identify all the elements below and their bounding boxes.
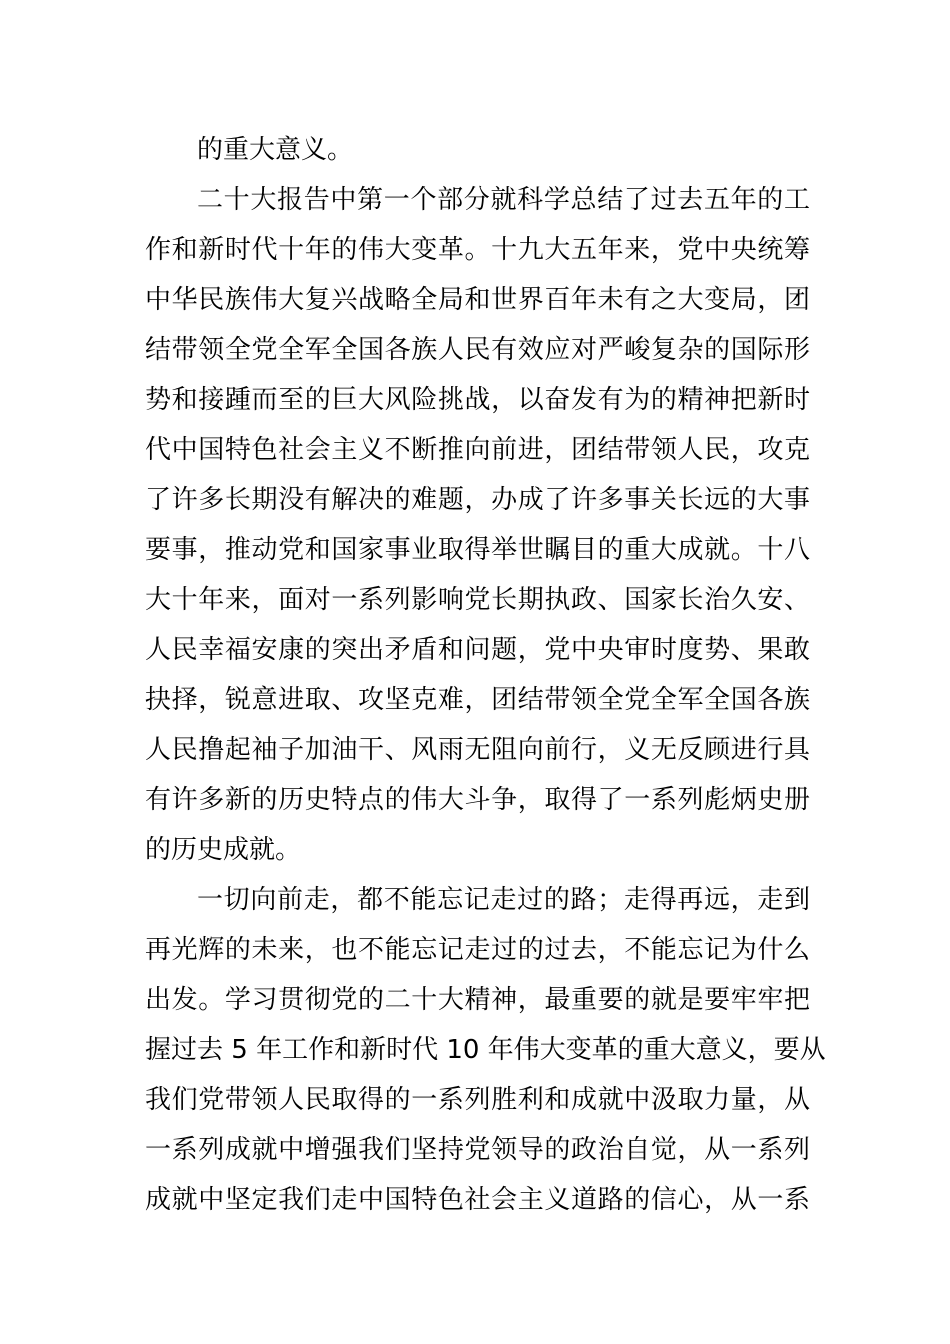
text-line: 二十大报告中第一个部分就科学总结了过去五年的工 <box>197 185 810 215</box>
text-line: 一切向前走，都不能忘记走过的路；走得再远，走到 <box>197 885 810 915</box>
paragraph <box>145 125 810 175</box>
text-line: 人民撸起袖子加油干、风雨无阻向前行，义无反顾进行具 <box>145 735 810 765</box>
text-line: 成就中坚定我们走中国特色社会主义道路的信心，从一系 <box>145 1185 810 1215</box>
text-line: 再光辉的未来，也不能忘记走过的过去，不能忘记为什么 <box>145 935 810 965</box>
body-text <box>145 125 826 1225</box>
text-line: 的重大意义。 <box>197 135 354 165</box>
text-line: 有许多新的历史特点的伟大斗争，取得了一系列彪炳史册 <box>145 785 810 815</box>
text-line: 代中国特色社会主义不断推向前进，团结带领人民，攻克 <box>145 435 810 465</box>
text-line: 结带领全党全军全国各族人民有效应对严峻复杂的国际形 <box>145 335 810 365</box>
text-line: 我们党带领人民取得的一系列胜利和成就中汲取力量，从 <box>145 1085 810 1115</box>
text-line: 出发。学习贯彻党的二十大精神，最重要的就是要牢牢把 <box>145 985 810 1015</box>
text-line: 作和新时代十年的伟大变革。十九大五年来，党中央统筹 <box>145 235 810 265</box>
paragraph <box>145 875 826 1225</box>
text-line: 了许多长期没有解决的难题，办成了许多事关长远的大事 <box>145 485 810 515</box>
paragraph <box>145 175 810 875</box>
text-line: 握过去 5 年工作和新时代 10 年伟大变革的重大意义，要从 <box>145 1035 826 1065</box>
text-line: 要事，推动党和国家事业取得举世瞩目的重大成就。十八 <box>145 535 810 565</box>
text-line: 一系列成就中增强我们坚持党领导的政治自觉，从一系列 <box>145 1135 810 1165</box>
text-line: 抉择，锐意进取、攻坚克难，团结带领全党全军全国各族 <box>145 685 810 715</box>
text-line: 中华民族伟大复兴战略全局和世界百年未有之大变局，团 <box>145 285 810 315</box>
text-line: 人民幸福安康的突出矛盾和问题，党中央审时度势、果敢 <box>145 635 810 665</box>
text-line: 势和接踵而至的巨大风险挑战，以奋发有为的精神把新时 <box>145 385 810 415</box>
text-line: 的历史成就。 <box>145 835 302 865</box>
text-line: 大十年来，面对一系列影响党长期执政、国家长治久安、 <box>145 585 810 615</box>
